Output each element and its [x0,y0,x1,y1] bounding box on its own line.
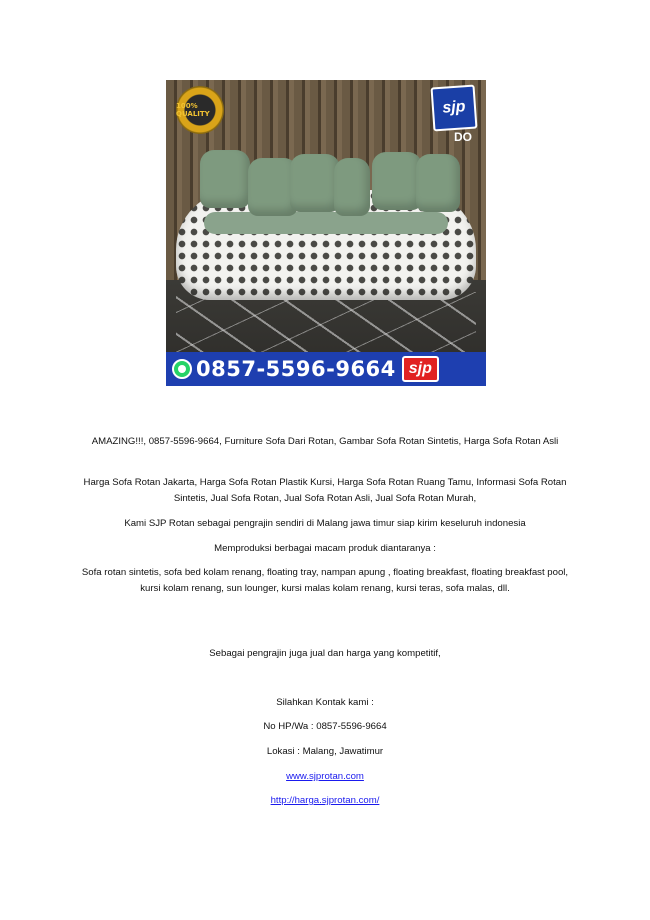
logo-text: sjp [441,98,467,117]
quality-seal-icon [176,86,224,134]
price-link-row [76,793,574,809]
contact-heading: Silahkan Kontak kami : [276,697,374,708]
sofa-pillow [334,158,370,216]
website-link-row [76,769,574,785]
sofa-pillow [200,150,250,208]
pricing-note: Sebagai pengrajin juga jual dan harga yang kompetitif, [209,648,441,659]
sjp-logo-badge [431,85,478,132]
location-line: Lokasi : Malang, Jawatimur [266,746,384,757]
product-photo [166,80,486,386]
products-list: Sofa rotan sintetis, sofa bed kolam renang, floating tray, nampan apung , floating breakfast, floating breakfast pool, kursi kolam renang, sun lounger, kursi malas kolam renang, kursi teras, sofa malas, dll. [81,567,569,594]
products-heading: Memproduksi berbagai macam produk diantaranya : [214,543,436,554]
sofa-pillow [372,152,422,210]
sofa-pillow [416,154,460,212]
whatsapp-icon [172,359,192,379]
banner-phone-number: 0857-5596-9664 [196,357,396,381]
sofa-seat-cushion [204,212,448,234]
price-link[interactable]: http://harga.sjprotan.com/ [270,795,380,806]
intro-paragraph: Kami SJP Rotan sebagai pengrajin sendiri di Malang jawa timur siap kirim keseluruh indonesia [124,518,526,529]
logo-subtext: DO [454,130,472,144]
keywords-paragraph: Harga Sofa Rotan Jakarta, Harga Sofa Rotan Plastik Kursi, Harga Sofa Rotan Ruang Tamu, Informasi Sofa Rotan Sintetis, Jual Sofa Rotan, Jual Sofa Rotan Asli, Jual Sofa Rotan Murah, [83,477,567,504]
seal-text: 100% QUALITY [176,102,210,118]
title-paragraph: AMAZING!!!, 0857-5596-9664, Furniture Sofa Dari Rotan, Gambar Sofa Rotan Sintetis, Harga Sofa Rotan Asli [91,436,559,447]
phone-line: No HP/Wa : 0857-5596-9664 [263,721,387,732]
phone-banner [166,352,486,386]
sofa-pillow [290,154,340,212]
banner-logo: sjp [402,356,439,382]
website-link[interactable]: www.sjprotan.com [286,771,364,782]
photo-rattan-debris [176,292,476,352]
